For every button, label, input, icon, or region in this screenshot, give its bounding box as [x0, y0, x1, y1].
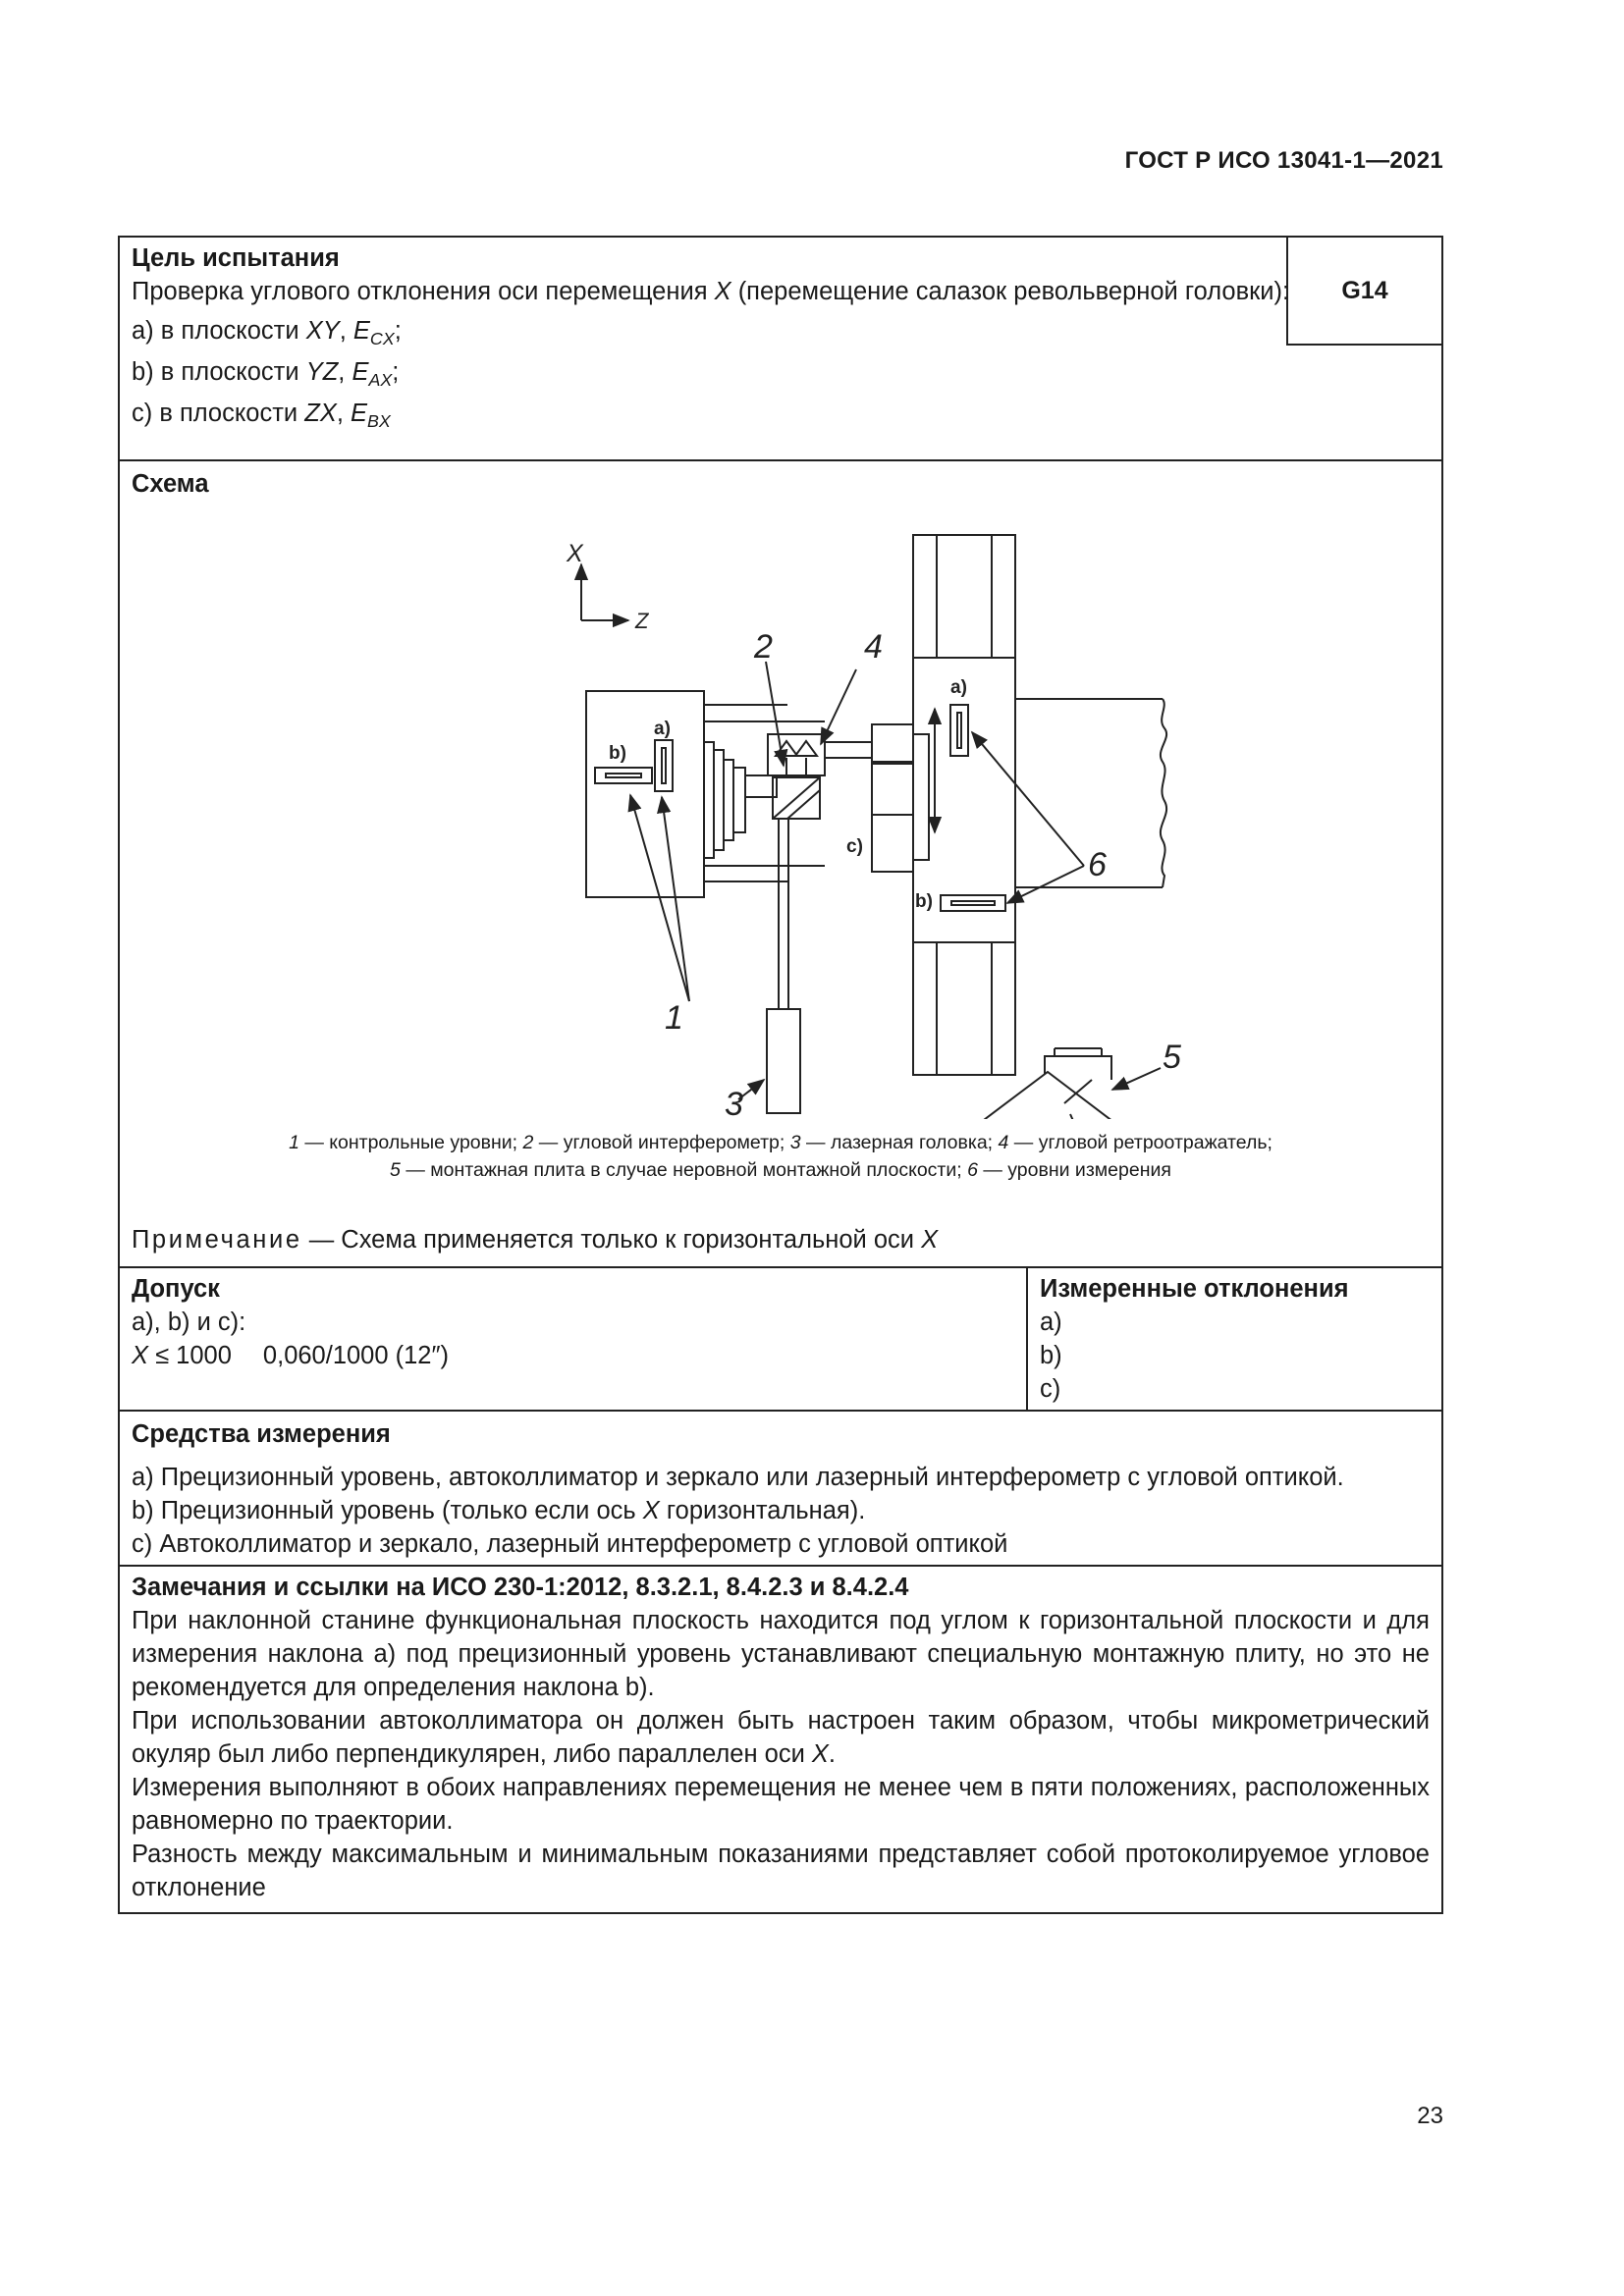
- tolerance-line-2: X ≤ 1000 0,060/1000 (12″): [132, 1342, 450, 1369]
- tolerance-line-1: a), b) и c):: [132, 1308, 246, 1336]
- schema-legend: [120, 1129, 1441, 1184]
- means-section: [120, 1412, 1441, 1567]
- tolerance-heading: Допуск: [132, 1275, 220, 1303]
- axis-label-x: X: [567, 540, 583, 567]
- means-item-b: b) Прецизионный уровень (только если ось X горизонтальная).: [132, 1497, 866, 1524]
- label-a-right: a): [950, 677, 967, 698]
- schema-heading: Схема: [132, 470, 209, 498]
- measured-item-a: a): [1040, 1308, 1062, 1336]
- purpose-section: [120, 238, 1441, 461]
- measured-item-c: c): [1040, 1375, 1061, 1403]
- left-block: [586, 691, 704, 897]
- legend-line-2: 5 — монтажная плита в случае неровной монтажной плоскости; 6 — уровни измерения: [390, 1159, 1171, 1181]
- means-heading: Средства измерения: [132, 1420, 391, 1448]
- callout-4: 4: [864, 628, 883, 666]
- purpose-items: [132, 314, 1295, 439]
- remarks-paragraph-3: Измерения выполняют в обоих направлениях перемещения не менее чем в пяти положениях, расположенных равномерно по траектории.: [132, 1774, 1430, 1835]
- means-item-c: c) Автоколлиматор и зеркало, лазерный интерферометр с угловой оптикой: [132, 1530, 1008, 1558]
- remarks-paragraph-1: При наклонной станине функциональная плоскость находится под углом к горизонтальной плоскости и для измерения наклона a) под прецизионный уровень устанавливают специальную монтажную плиту, но это не рекомендуется для определения наклона b).: [132, 1607, 1430, 1701]
- left-level-b: [595, 768, 652, 783]
- purpose-item-c: c) в плоскости ZX, $E_{BX}$: [132, 400, 391, 432]
- remarks-section: [120, 1567, 1441, 1912]
- label-b-right: b): [915, 891, 933, 912]
- label-a-left: a): [654, 719, 671, 739]
- legend-line-1: 1 — контрольные уровни; 2 — угловой интерферометр; 3 — лазерная головка; 4 — угловой ретроотражатель;: [289, 1132, 1272, 1153]
- callout-6: 6: [1088, 846, 1107, 883]
- test-code: G14: [1286, 236, 1443, 346]
- schema-section: [120, 461, 1441, 1268]
- right-level-b: [941, 895, 1005, 911]
- measured-item-b: b): [1040, 1342, 1062, 1369]
- remarks-heading: Замечания и ссылки на ИСО 230-1:2012, 8.3.2.1, 8.4.2.3 и 8.4.2.4: [132, 1574, 909, 1601]
- document-header: ГОСТ Р ИСО 13041-1—2021: [1124, 147, 1443, 174]
- laser-head: [767, 1009, 800, 1113]
- tolerance-cell: [120, 1268, 1028, 1410]
- remarks-paragraph-4: Разность между максимальным и минимальным показаниями представляет собой протоколируемое угловое отклонение: [132, 1841, 1430, 1901]
- inclined-bed: [972, 1072, 1182, 1119]
- test-sheet-table: [118, 236, 1443, 1914]
- purpose-item-a: a) в плоскости XY, $E_{CX}$;: [132, 317, 402, 349]
- callout-3: 3: [725, 1086, 743, 1119]
- schema-note: Примечание — Схема применяется только к горизонтальной оси X: [132, 1226, 939, 1254]
- purpose-heading: Цель испытания: [132, 244, 340, 272]
- callout-1: 1: [665, 999, 683, 1037]
- measured-cell: [1028, 1268, 1441, 1410]
- remarks-paragraph-2: При использовании автоколлиматора он должен быть настроен таким образом, чтобы микрометрический окуляр был либо перпендикулярен, либо параллелен оси X.: [132, 1707, 1430, 1768]
- purpose-item-b: b) в плоскости YZ, $E_{AX}$;: [132, 358, 400, 391]
- axis-label-z: Z: [635, 609, 649, 633]
- callout-5: 5: [1163, 1039, 1181, 1076]
- tolerance-section: [120, 1268, 1441, 1412]
- purpose-text: Проверка углового отклонения оси перемещения X (перемещение салазок револьверной головки):: [132, 278, 1290, 305]
- schema-diagram: [454, 510, 1200, 1119]
- page-number: 23: [1417, 2103, 1443, 2129]
- callout-2: 2: [754, 628, 773, 666]
- measured-heading: Измеренные отклонения: [1040, 1275, 1349, 1303]
- label-c-mid: c): [846, 836, 863, 857]
- means-item-a: a) Прецизионный уровень, автоколлиматор и зеркало или лазерный интерферометр с угловой оптикой.: [132, 1464, 1344, 1491]
- label-b-left: b): [609, 743, 626, 764]
